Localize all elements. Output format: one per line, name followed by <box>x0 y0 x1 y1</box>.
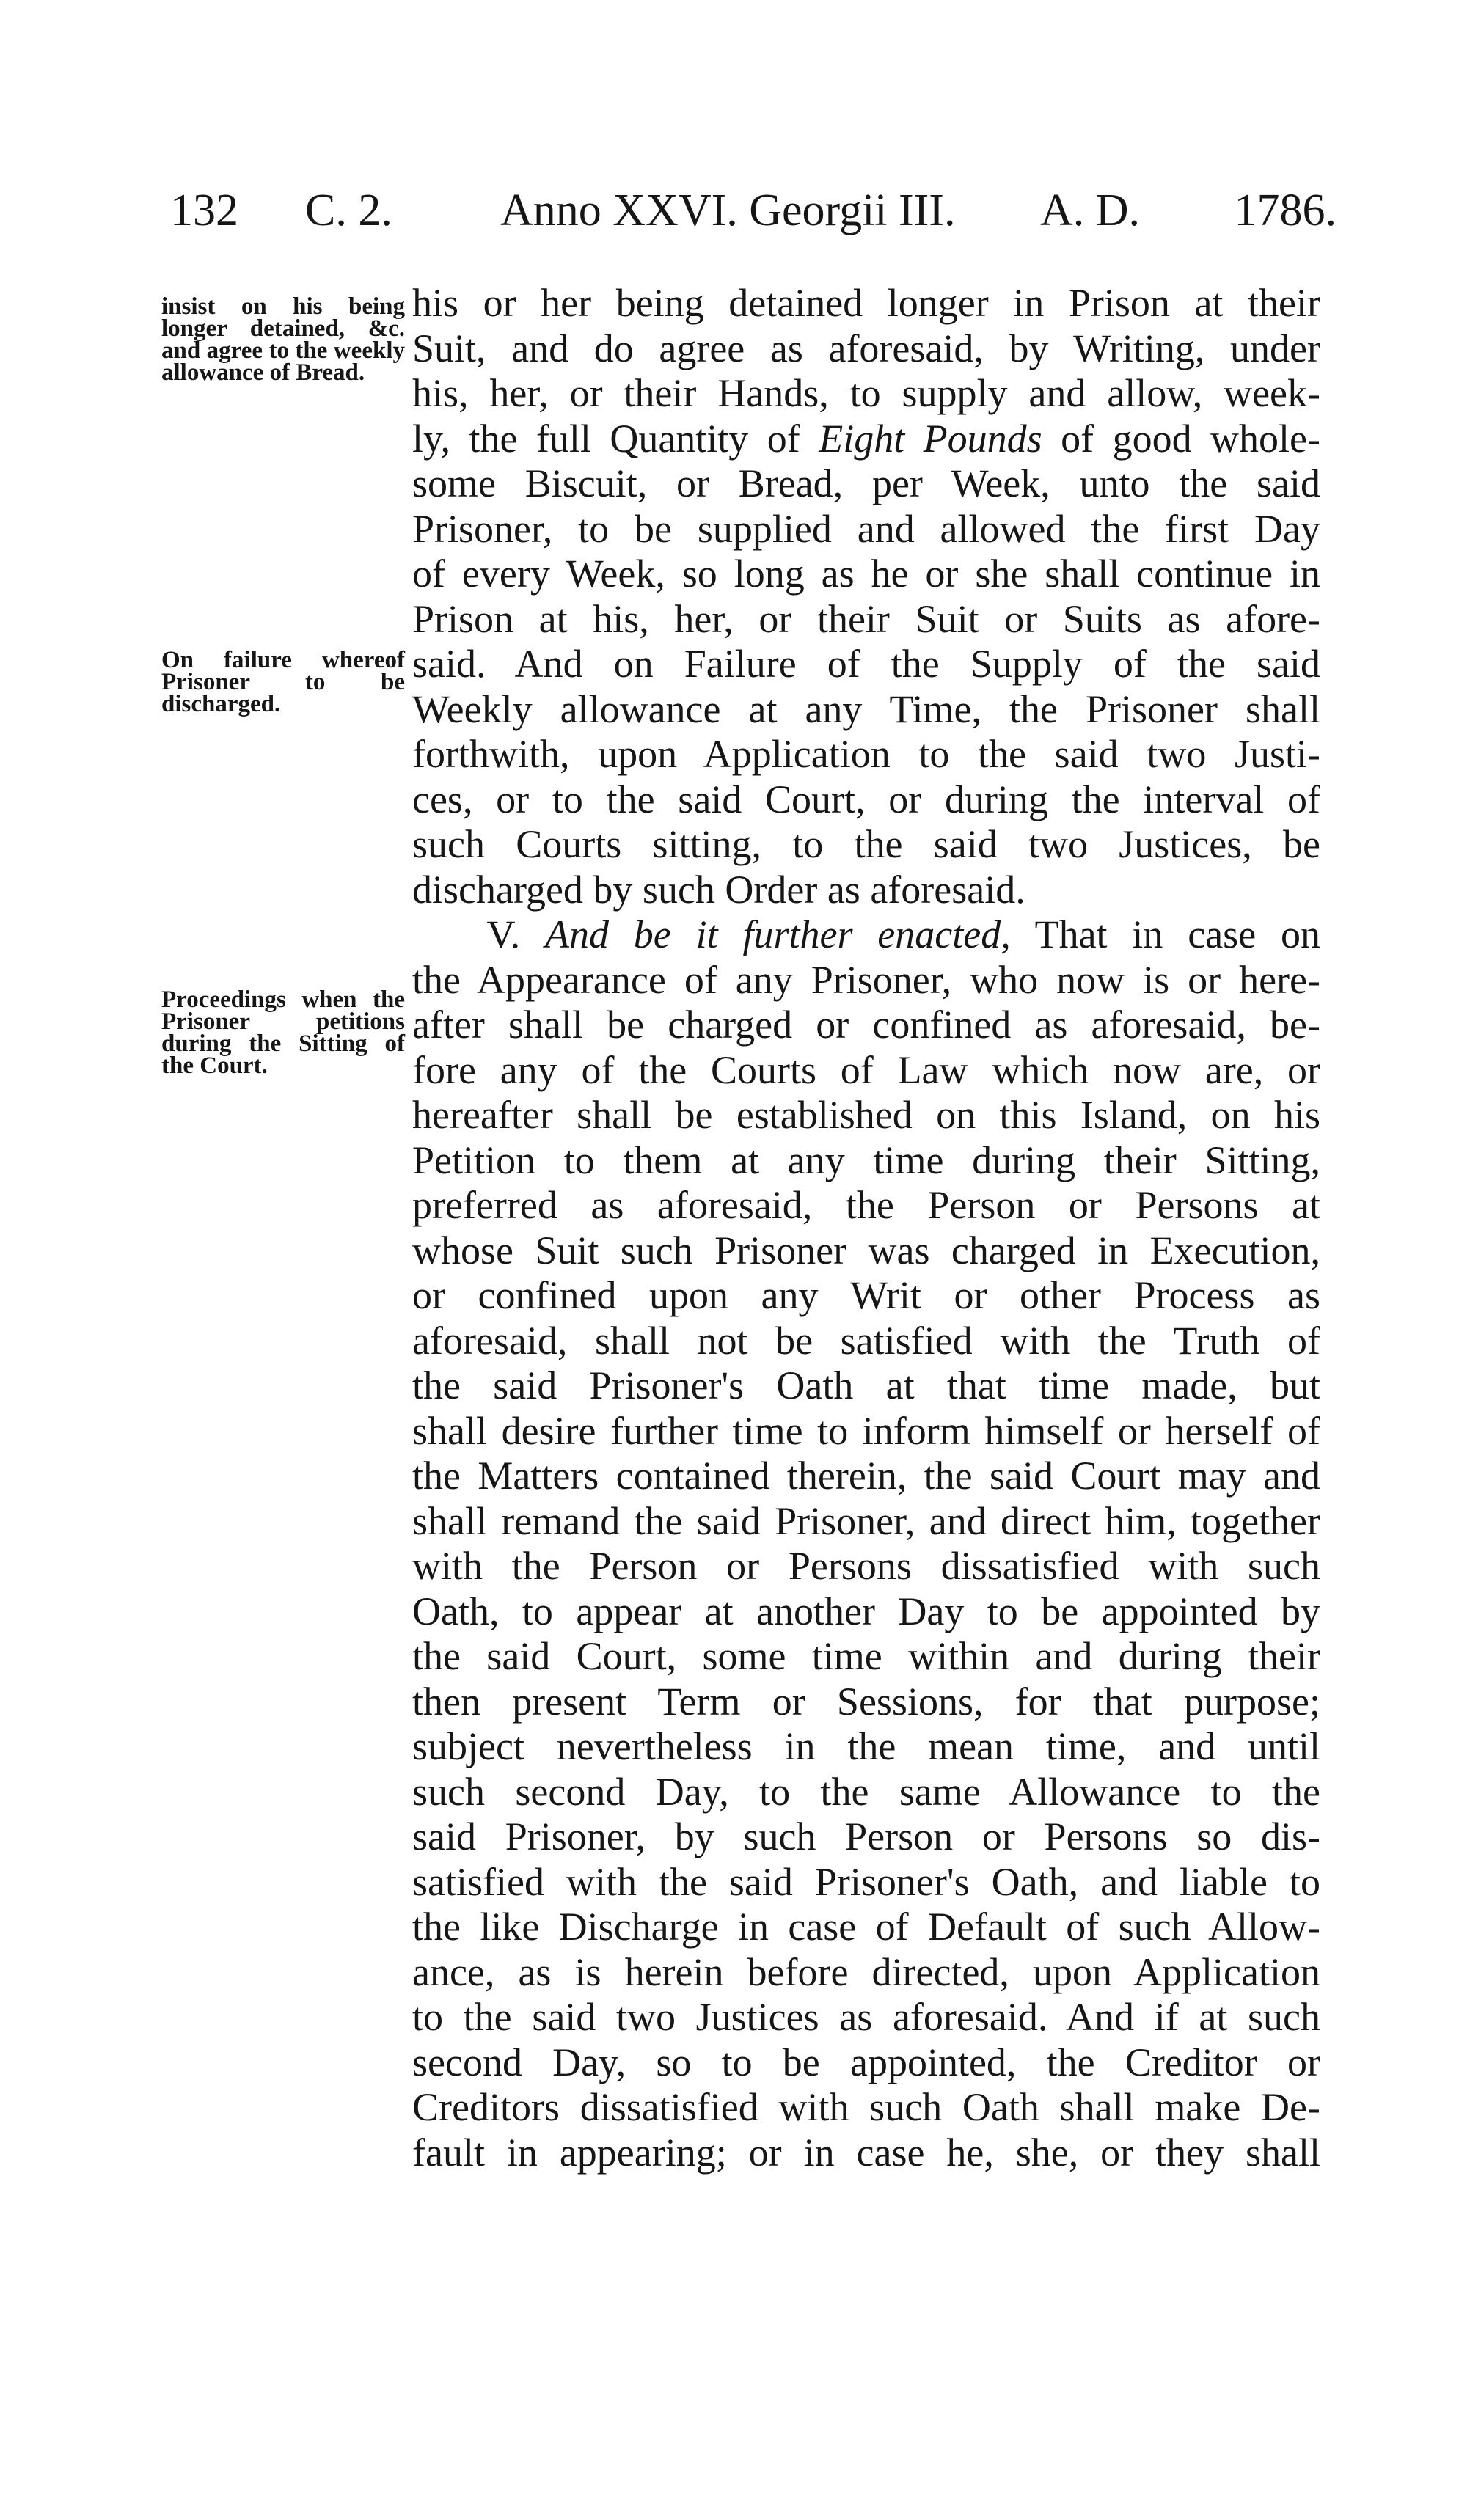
body-line: forthwith, upon Application to the said two Justi- <box>412 732 1320 776</box>
body-line: said Prisoner, by such Person or Persons so dis- <box>412 1814 1320 1858</box>
body-text-run: ly, the full Quantity of <box>412 416 800 461</box>
body-text-run: of good whole- <box>1061 416 1321 461</box>
body-line: his or her being detained longer in Prison at their <box>412 281 1320 325</box>
running-header <box>170 185 1336 236</box>
body-line: satisfied with the said Prisoner's Oath, and liable to <box>412 1859 1320 1904</box>
body-line: fore any of the Courts of Law which now are, or <box>412 1047 1320 1092</box>
body-line: ces, or to the said Court, or during the interval of <box>412 777 1320 821</box>
body-line: such second Day, to the same Allowance to the <box>412 1769 1320 1814</box>
body-line <box>412 912 1320 958</box>
body-line: shall desire further time to inform himself or herself of <box>412 1408 1320 1453</box>
body-line: aforesaid, shall not be satisfied with the Truth of <box>412 1318 1320 1363</box>
chapter-number: C. 2. <box>305 186 392 235</box>
body-line: some Biscuit, or Bread, per Week, unto the said <box>412 461 1320 505</box>
body-line: preferred as aforesaid, the Person or Persons at <box>412 1183 1320 1227</box>
year: 1786. <box>1234 186 1336 235</box>
body-line: ance, as is herein before directed, upon Application <box>412 1949 1320 1994</box>
body-line: to the said two Justices as aforesaid. And if at such <box>412 1995 1320 2039</box>
body-text <box>412 281 1320 2175</box>
body-line: the said Prisoner's Oath at that time made, but <box>412 1363 1320 1407</box>
page-number: 132 <box>170 186 238 235</box>
body-line: the Matters contained therein, the said Court may and <box>412 1454 1320 1498</box>
margin-note-weekly-allowance: insist on his being longer detained, &c. and agree to the weekly allowance of Bread. <box>161 293 405 386</box>
body-line: subject nevertheless in the mean time, and until <box>412 1724 1320 1768</box>
body-line: Prisoner, to be supplied and allowed the first Day <box>412 506 1320 551</box>
margin-note-proceedings: Proceedings when the Prisoner petitions during the Sitting of the Court. <box>161 986 405 1079</box>
body-line: shall remand the said Prisoner, and direct him, together <box>412 1498 1320 1543</box>
body-line: whose Suit such Prisoner was charged in Execution, <box>412 1228 1320 1272</box>
body-text-run: That in case on <box>1034 912 1321 956</box>
body-line: second Day, so to be appointed, the Creditor or <box>412 2040 1320 2084</box>
body-line: such Courts sitting, to the said two Justices, be <box>412 822 1320 866</box>
body-line: of every Week, so long as he or she shall continue in <box>412 552 1320 596</box>
body-line: or confined upon any Writ or other Process as <box>412 1273 1320 1317</box>
body-line: discharged by such Order as aforesaid. <box>412 867 1025 912</box>
body-line: Suit, and do agree as aforesaid, by Writing, under <box>412 326 1320 370</box>
body-line <box>412 417 1320 462</box>
body-line: his, her, or their Hands, to supply and allow, week- <box>412 371 1320 415</box>
body-line: Creditors dissatisfied with such Oath shall make De- <box>412 2085 1320 2129</box>
body-line: the like Discharge in case of Default of such Allow- <box>412 1905 1320 1949</box>
body-line: Weekly allowance at any Time, the Prisoner shall <box>412 686 1320 731</box>
anno-domini: A. D. <box>1040 186 1141 235</box>
body-line: with the Person or Persons dissatisfied with such <box>412 1544 1320 1588</box>
italic-phrase: And be it further enacted, <box>544 912 1011 956</box>
body-line: Petition to them at any time during their Sitting, <box>412 1138 1320 1182</box>
body-line: said. And on Failure of the Supply of the said <box>412 642 1320 686</box>
body-line: after shall be charged or confined as aforesaid, be- <box>412 1003 1320 1047</box>
section-number: V. <box>486 912 521 956</box>
body-line: hereafter shall be established on this Island, on his <box>412 1093 1320 1137</box>
body-line: the Appearance of any Prisoner, who now is or here- <box>412 957 1320 1002</box>
body-line: then present Term or Sessions, for that purpose; <box>412 1679 1320 1724</box>
running-title: Anno XXVI. Georgii III. <box>500 186 956 235</box>
italic-phrase: Eight Pounds <box>819 416 1042 461</box>
body-line: Oath, to appear at another Day to be appointed by <box>412 1589 1320 1633</box>
body-line: Prison at his, her, or their Suit or Suits as afore- <box>412 596 1320 641</box>
body-line: fault in appearing; or in case he, she, or they shall <box>412 2130 1320 2175</box>
body-line: the said Court, some time within and during their <box>412 1634 1320 1678</box>
margin-note-failure-discharge: On failure whereof Prisoner to be discharged. <box>161 647 405 717</box>
